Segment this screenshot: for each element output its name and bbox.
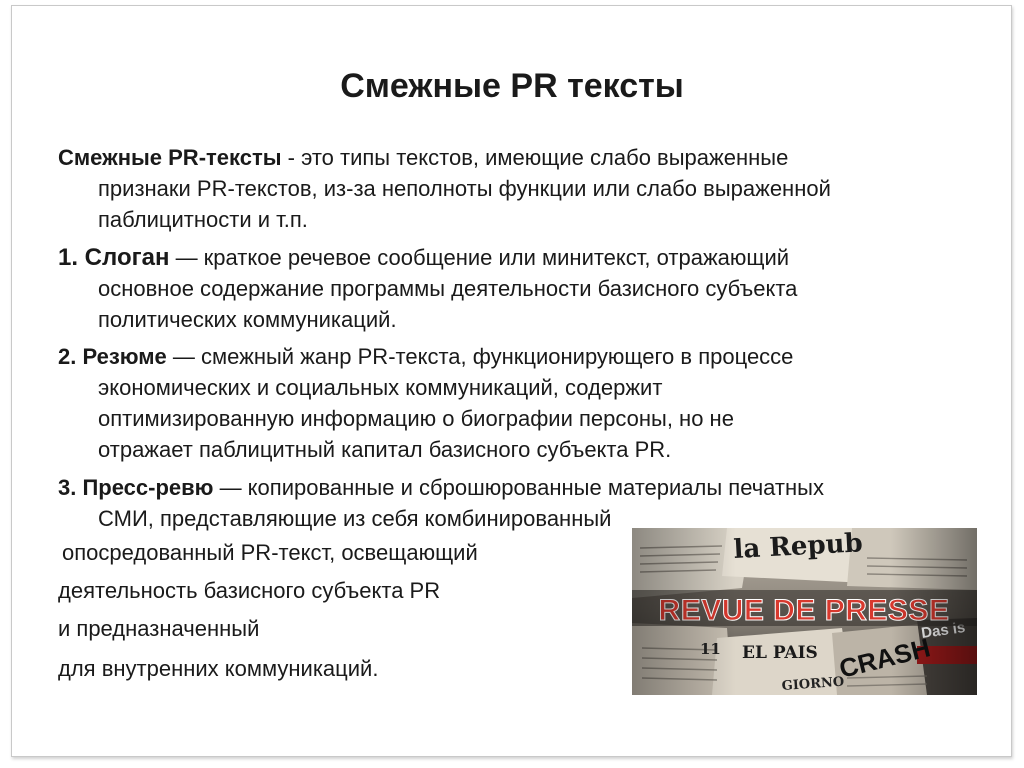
press-review-text-2: СМИ, представляющие из себя комбинированный bbox=[98, 506, 612, 531]
slogan-line-1 bbox=[58, 242, 973, 273]
intro-text-2: признаки PR-текстов, из-за неполноты функции или слабо выраженной bbox=[98, 176, 831, 201]
intro-paragraph bbox=[58, 142, 973, 235]
press-review-image bbox=[632, 528, 977, 695]
press-review-term: 3. Пресс-ревю bbox=[58, 475, 214, 500]
slogan-text-3: политических коммуникаций. bbox=[98, 307, 397, 332]
press-review-text-5: и предназначенный bbox=[58, 616, 260, 641]
resume-text-2: экономических и социальных коммуникаций, содержит bbox=[98, 375, 663, 400]
press-review-text-6: для внутренних коммуникаций. bbox=[58, 656, 379, 681]
press-review-text-4: деятельность базисного субъекта PR bbox=[58, 578, 441, 603]
intro-term: Смежные PR-тексты bbox=[58, 145, 282, 170]
newspapers-collage bbox=[632, 528, 977, 695]
press-review-text-3: опосредованный PR-текст, освещающий bbox=[62, 540, 478, 565]
slogan-text-2: основное содержание программы деятельности базисного субъекта bbox=[98, 276, 798, 301]
intro-text-1: - это типы текстов, имеющие слабо выраженные bbox=[281, 145, 789, 170]
intro-text-3: паблицитности и т.п. bbox=[98, 207, 308, 232]
item-resume bbox=[58, 341, 973, 465]
slogan-text-1: — краткое речевое сообщение или минитекст, отражающий bbox=[169, 245, 790, 270]
resume-line-1 bbox=[58, 341, 973, 372]
press-review-text-1: — копированные и сброшюрованные материалы печатных bbox=[213, 475, 824, 500]
slogan-term: 1. Слоган bbox=[58, 244, 170, 271]
item-slogan bbox=[58, 242, 973, 335]
item-press-review bbox=[58, 472, 973, 534]
resume-term: 2. Резюме bbox=[58, 344, 167, 369]
resume-text-3: оптимизированную информацию о биографии персоны, но не bbox=[98, 406, 734, 431]
resume-text-4: отражает паблицитный капитал базисного субъекта PR. bbox=[98, 437, 672, 462]
press-review-line-1 bbox=[58, 472, 973, 503]
resume-text-1: — смежный жанр PR-текста, функционирующего в процессе bbox=[166, 344, 794, 369]
intro-line-1 bbox=[58, 142, 973, 173]
slide-title: Смежные PR тексты bbox=[340, 67, 684, 105]
